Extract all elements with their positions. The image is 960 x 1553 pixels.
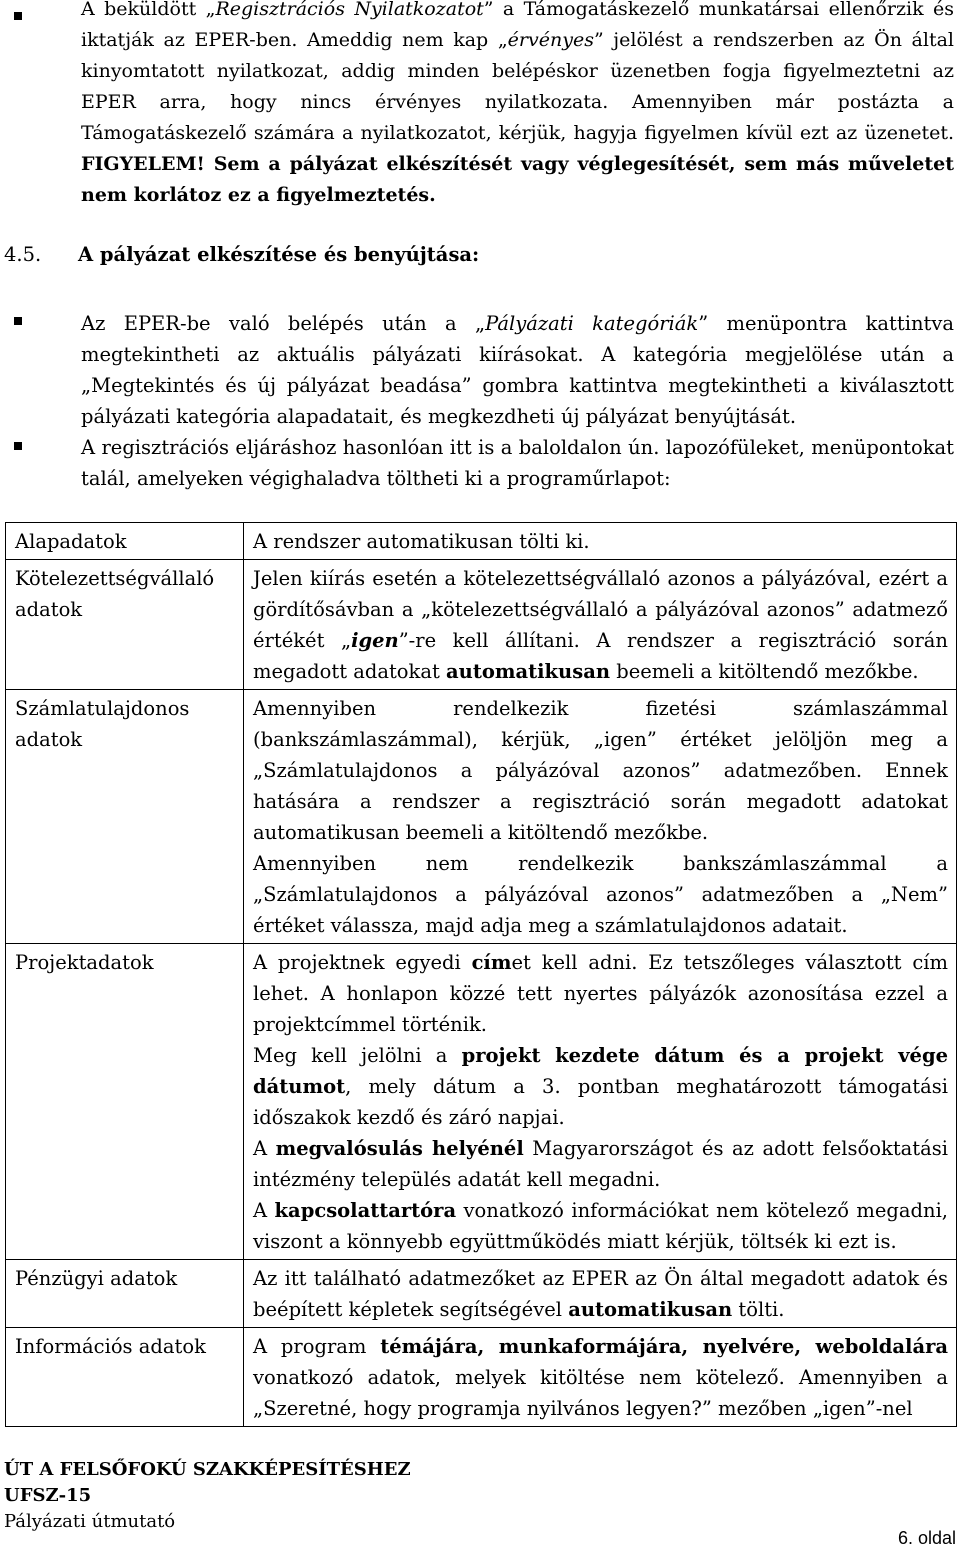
warning-text: FIGYELEM! Sem a pályázat elkészítését vagy véglegesítését, sem más műveletet nem korlátoz ez a figyelmeztetés. — [81, 153, 954, 206]
table-row — [6, 690, 957, 944]
table-row — [6, 560, 957, 690]
table-cell-label: Számlatulajdonos adatok — [6, 690, 244, 944]
table-cell-label: Alapadatok — [6, 523, 244, 560]
section-number: 4.5. — [4, 243, 42, 266]
bullet-icon — [14, 442, 22, 450]
table-cell-text: A program témájára, munkaformájára, nyelvére, weboldalára vonatkozó adatok, melyek kitöltése nem kötelező. Amennyiben a „Szeretné, hogy programja nyilvános legyen?” mezőben „igen”-nel — [244, 1328, 957, 1427]
footer-program-code: UFSZ-15 — [4, 1485, 92, 1506]
table-cell-label: Projektadatok — [6, 944, 244, 1260]
section-bullet-2: A regisztrációs eljáráshoz hasonlóan itt is a baloldalon ún. lapozófüleket, menüpontokat talál, amelyeken végighaladva töltheti ki a programűrlapot: — [81, 436, 954, 490]
table-cell-label: Kötelezettségvállaló adatok — [6, 560, 244, 690]
table-row — [6, 944, 957, 1260]
footer — [4, 1457, 411, 1535]
table-cell-text: Jelen kiírás esetén a kötelezettségvállaló azonos a pályázóval, ezért a gördítősávban a „kötelezettségvállaló a pályázóval azonos” adatmező értékét „igen”-re kell állítani. A rendszer a regisztráció során megadott adatokat automatikusan beemeli a kitöltendő mezőkbe. — [244, 560, 957, 690]
table-cell-label: Pénzügyi adatok — [6, 1260, 244, 1328]
table-cell-text: Az itt található adatmezőket az EPER az Ön által megadott adatok és beépített képletek segítségével automatikusan tölti. — [244, 1260, 957, 1328]
table-row — [6, 1328, 957, 1427]
bullet-icon — [14, 12, 22, 20]
table-row — [6, 523, 957, 560]
bullet-icon — [14, 317, 22, 325]
section-bullet-1: Az EPER-be való belépés után a „Pályázati kategóriák” menüpontra kattintva megtekintheti az aktuális pályázati kiírásokat. A kategória megjelölése után a „Megtekintés és új pályázat beadása” gombra kattintva megtekintheti a kiválasztott pályázati kategória alapadatait, és megkezdheti új pályázat benyújtását. — [81, 312, 955, 428]
section-title: A pályázat elkészítése és benyújtása: — [78, 243, 480, 266]
table-cell-text: Amennyiben rendelkezik fizetési számlaszámmal (bankszámlaszámmal), kérjük, „igen” értéket jelöljön meg a „Számlatulajdonos a pályázóval azonos” adatmezőben. Ennek hatására a rendszer a regisztráció során megadott adatokat automatikusan beemeli a kitöltendő mezőkbe. Amennyiben nem rendelkezik bankszámlaszámmal a „Számlatulajdonos a pályázóval azonos” adatmezőben a „Nem” értéket válassza, majd adja meg a számlatulajdonos adatait. — [244, 690, 957, 944]
table-cell-label: Információs adatok — [6, 1328, 244, 1427]
table-cell-text: A rendszer automatikusan tölti ki. — [244, 523, 957, 560]
intro-bullet-text: A beküldött „Regisztrációs Nyilatkozatot” a Támogatáskezelő munkatársai ellenőrzik és iktatják az EPER-ben. Ameddig nem kap „érvényes” jelölést a rendszerben az Ön által kinyomtatott nyilatkozat, addig minden belépéskor üzenetben fogja figyelmeztetni az EPER arra, hogy nincs érvényes nyilatkozata. Amennyiben már postázta a Támogatáskezelő számára a nyilatkozatot, kérjük, hagyja figyelmen kívül ezt az üzenetet. FIGYELEM! Sem a pályázat elkészítését vagy véglegesítését, sem más műveletet nem korlátoz ez a figyelmeztetés. — [81, 0, 954, 206]
footer-doc-name: Pályázati útmutató — [4, 1511, 176, 1532]
table-cell-text: A projektnek egyedi címet kell adni. Ez tetszőleges választott cím lehet. A honlapon közzé tett nyertes pályázók azonosítása ezzel a projektcímmel történik. Meg kell jelölni a projekt kezdete dátum és a projekt vége dátumot, mely dátum a 3. pontban meghatározott támogatási időszakok kezdő és záró napjai. A megvalósulás helyénél Magyarországot és az adott felsőoktatási intézmény település adatát kell megadni. A kapcsolattartóra vonatkozó információkat nem kötelező megadni, viszont a könnyebb együttműködés miatt kérjük, töltsék ki ezt is. — [244, 944, 957, 1260]
page-number: 6. oldal — [897, 1528, 956, 1548]
section-heading — [4, 243, 479, 266]
table-row — [6, 1260, 957, 1328]
footer-program-title: ÚT A FELSŐFOKÚ SZAKKÉPESÍTÉSHEZ — [4, 1459, 411, 1480]
form-tabs-table — [5, 522, 957, 1427]
